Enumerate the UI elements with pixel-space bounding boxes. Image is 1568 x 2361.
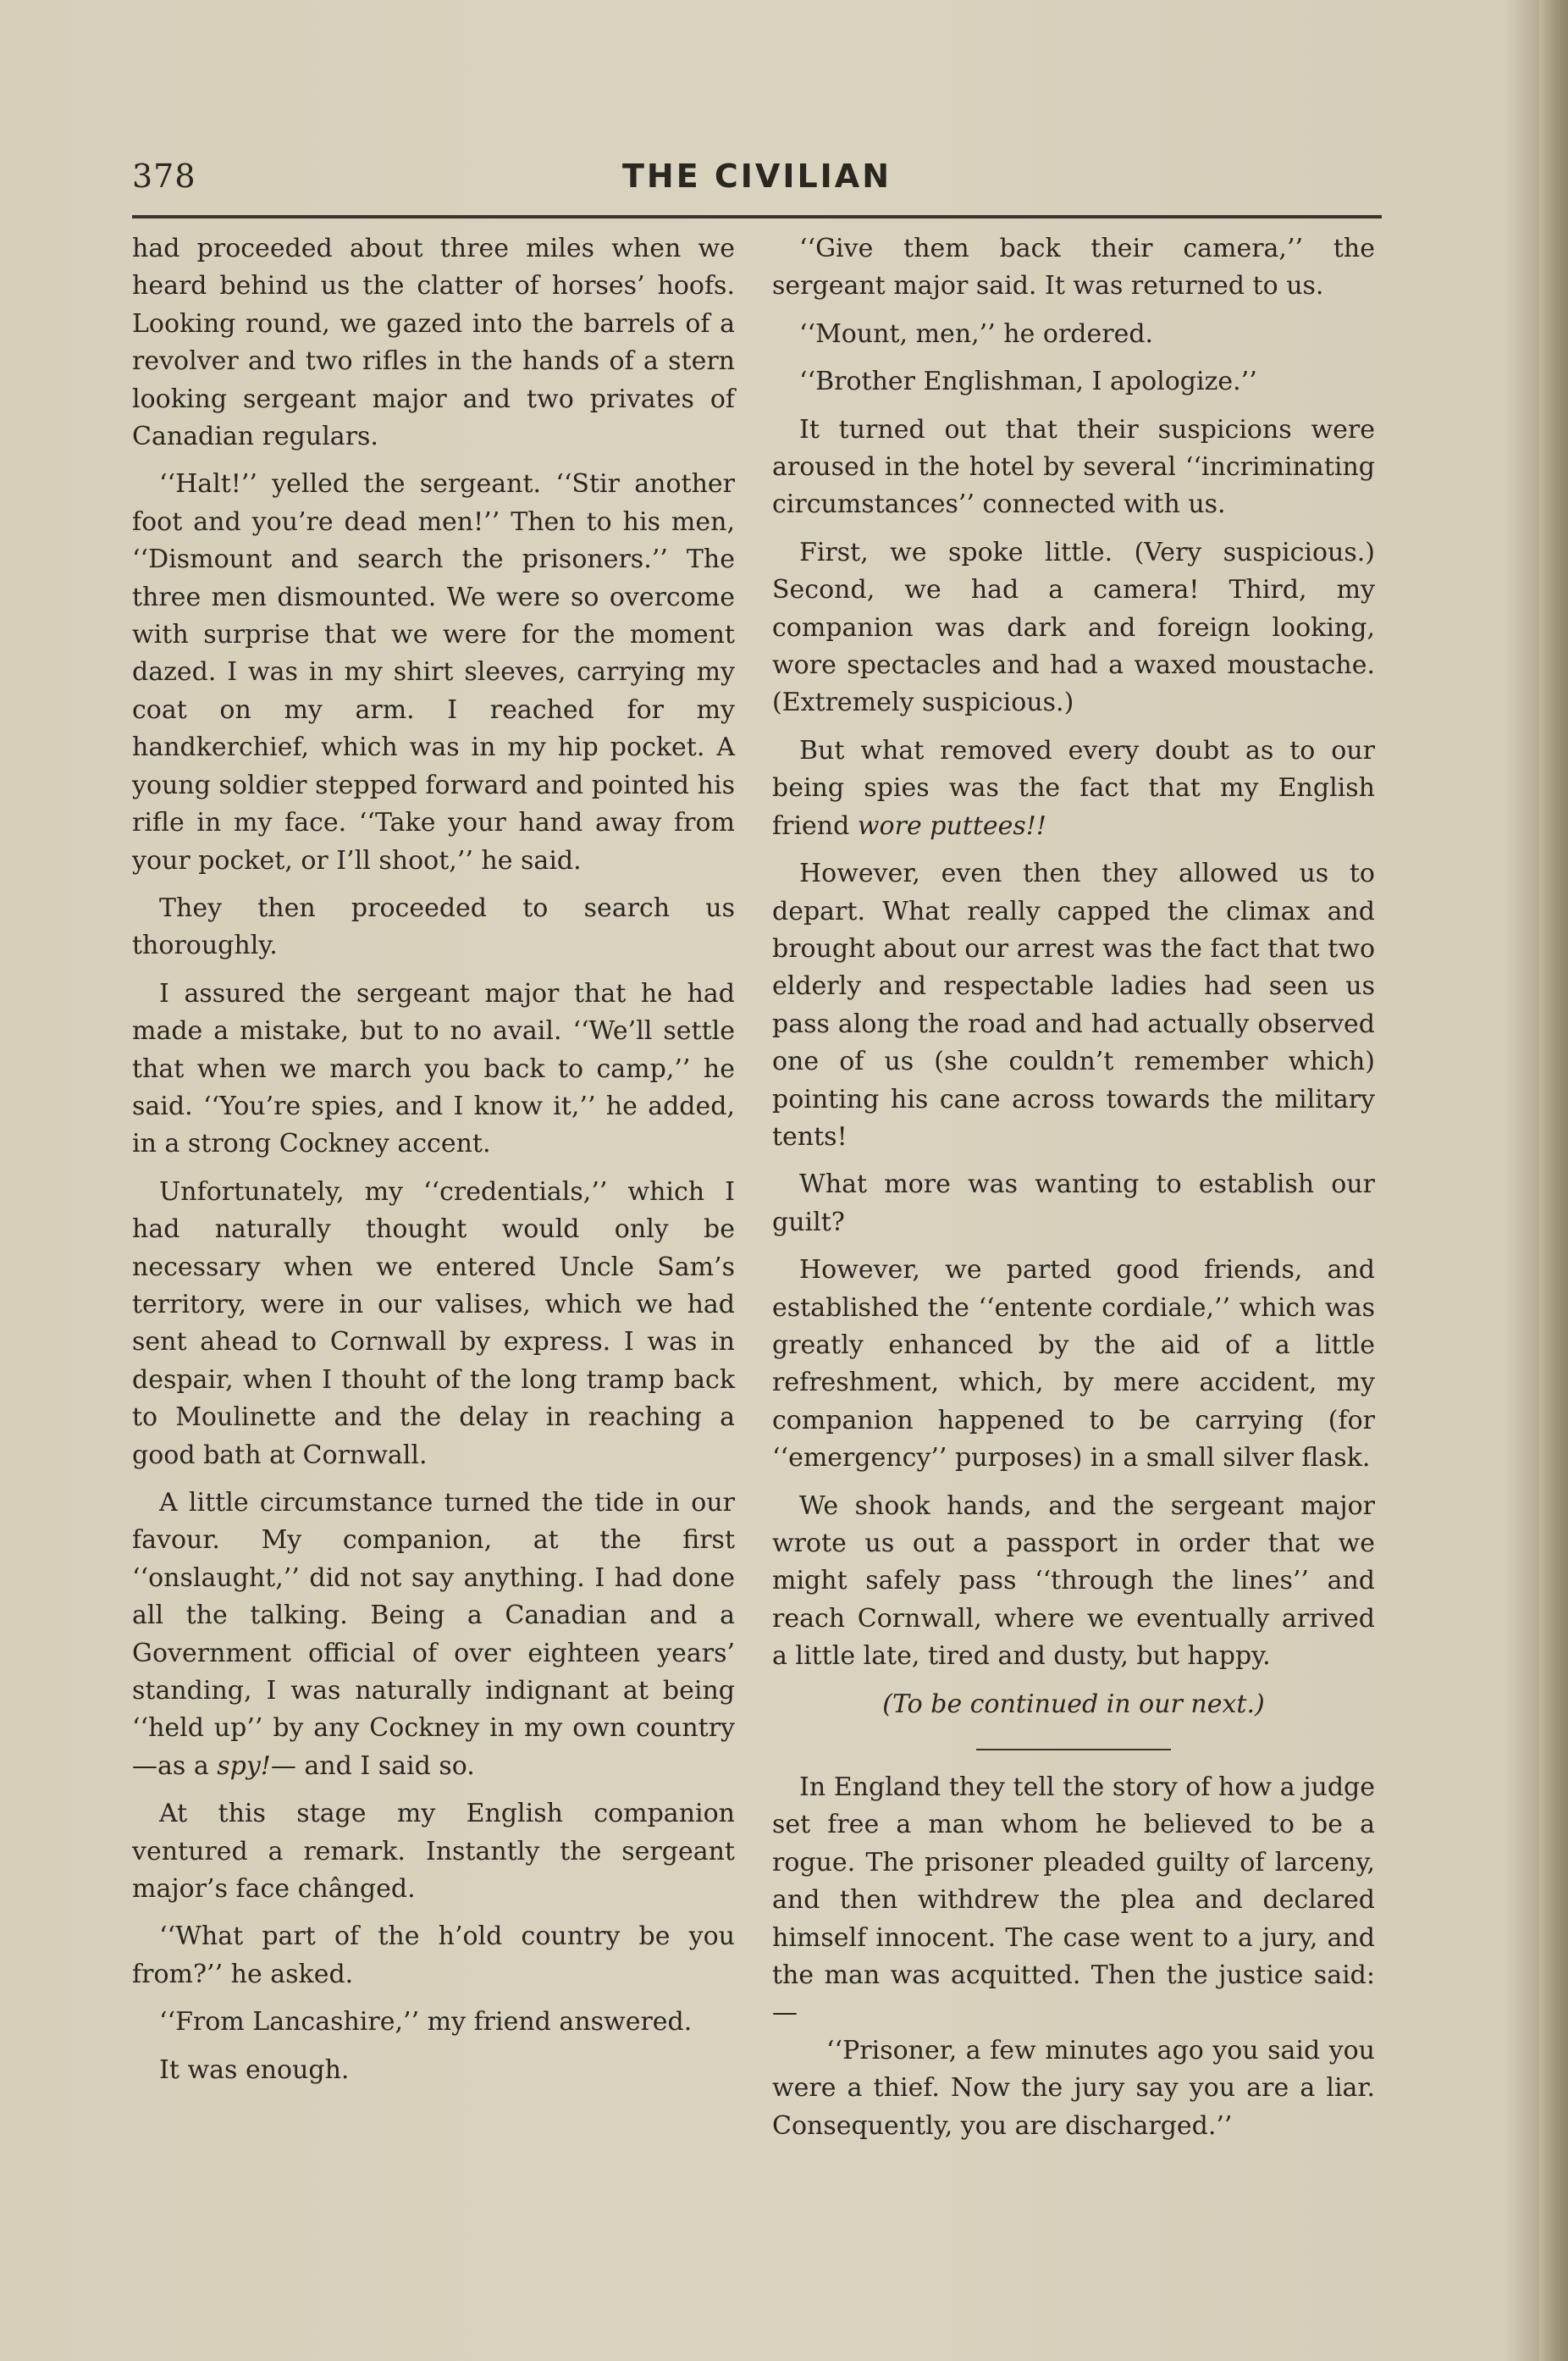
paragraph: had proceeded about three miles when we heard behind us the clatter of horses’ hoofs. Looking round, we gazed into the barrels of a revolver and two rifles in the hands of a stern looking sergeant major and two privates of Canadian regulars. xyxy=(132,234,735,452)
paragraph: We shook hands, and the sergeant major wrote us out a passport in order that we might safely pass ‘‘through the lines’’ and reach Cornwall, where we eventually arrived a little late, tired and dusty, but happy. xyxy=(772,1490,1375,1672)
paragraph: It was enough. xyxy=(159,2054,350,2085)
continued-note: (To be continued in our next.) xyxy=(882,1689,1265,1719)
paragraph: ‘‘What part of the h’old country be you from?’’ he asked. xyxy=(132,1921,735,1989)
paragraph: ‘‘From Lancashire,’’ my friend answered. xyxy=(159,2007,693,2038)
anecdote-quote: ‘‘Prisoner, a few minutes ago you said you were a thief. Now the jury say you are a liar. Consequently, you are discharged.’’ xyxy=(772,2035,1375,2141)
paragraph: ‘‘Brother Englishman, I apologize.’’ xyxy=(799,367,1257,397)
paragraph: ‘‘Halt!’’ yelled the sergeant. ‘‘Stir another foot and you’re dead men!’’ Then to his men, ‘‘Dismount and search the prisoners.’’ The three men dismounted. We were so overcome with surprise that we were for the moment dazed. I was in my shirt sleeves, carrying my coat on my arm. I reached for my handkerchief, which was in my hip pocket. A young soldier stepped forward and pointed his rifle in my face. ‘‘Take your hand away from your pocket, or I’ll shoot,’’ he said. xyxy=(132,469,735,876)
right-column xyxy=(772,230,1375,2145)
paragraph: I assured the sergeant major that he had made a mistake, but to no avail. ‘‘We’ll settle that when we march you back to camp,’’ he said. ‘‘You’re spies, and I know it,’’ he added, in a strong Cockney accent. xyxy=(132,978,735,1159)
paragraph-tail: — and I said so. xyxy=(270,1750,475,1781)
paragraph: At this stage my English companion ventured a remark. Instantly the sergeant major’s face chânged. xyxy=(132,1799,735,1905)
paragraph: What more was wanting to establish our guilt? xyxy=(772,1169,1375,1237)
paragraph xyxy=(132,1485,735,1785)
emphasis-puttees: wore puttees!! xyxy=(857,810,1046,841)
paragraph xyxy=(772,733,1375,845)
paragraph-text: A little circumstance turned the tide in our favour. My companion, at the first ‘‘onslaught,’’ did not say anything. I had done all the talking. Being a Canadian and a Government official of over eighteen years’ standing, I was naturally indignant at being ‘‘held up’’ by any Cockney in my own country—as a xyxy=(132,1488,735,1781)
paragraph: ‘‘Give them back their camera,’’ the sergeant major said. It was returned to us. xyxy=(772,234,1375,301)
running-title: THE CIVILIAN xyxy=(621,158,892,195)
emphasis-spy: spy! xyxy=(217,1750,271,1781)
paragraph: First, we spoke little. (Very suspicious.) Second, we had a camera! Third, my companion was dark and foreign looking, wore spectacles and had a waxed moustache. (Extremely suspicious.) xyxy=(772,537,1375,718)
paragraph-text: But what removed every doubt as to our being spies was the fact that my English friend xyxy=(772,735,1375,841)
header-rule xyxy=(132,215,1382,218)
section-divider xyxy=(976,1749,1171,1750)
paragraph: However, even then they allowed us to depart. What really capped the climax and brought about our arrest was the fact that two elderly and respectable ladies had seen us pass along the road and had actually observed one of us (she couldn’t remember which) pointing his cane across towards the military tents! xyxy=(772,859,1375,1152)
paragraph: Unfortunately, my ‘‘credentials,’’ which I had naturally thought would only be necessary when we entered Uncle Sam’s territory, were in our valises, which we had sent ahead to Cornwall by express. I was in despair, when I thouht of the long tramp back to Moulinette and the delay in reaching a good bath at Cornwall. xyxy=(132,1176,735,1470)
paragraph: It turned out that their suspicions were aroused in the hotel by several ‘‘incriminating circumstances’’ connected with us. xyxy=(772,414,1375,520)
paragraph: They then proceeded to search us thoroughly. xyxy=(132,893,735,961)
paragraph: However, we parted good friends, and established the ‘‘entente cordiale,’’ which was greatly enhanced by the aid of a little refreshment, which, by mere accident, my companion happened to be carrying (for ‘‘emergency’’ purposes) in a small silver flask. xyxy=(772,1255,1375,1474)
page-header xyxy=(132,152,1382,203)
left-column xyxy=(132,230,735,2089)
anecdote-paragraph: In England they tell the story of how a judge set free a man whom he believed to be a rogue. The prisoner pleaded guilty of larceny, and then withdrew the plea and declared himself innocent. The case went to a jury, and the man was acquitted. Then the justice said:— xyxy=(772,1772,1375,2028)
page-edge xyxy=(1539,0,1568,2361)
paragraph: ‘‘Mount, men,’’ he ordered. xyxy=(799,318,1154,349)
page-number: 378 xyxy=(132,158,196,195)
